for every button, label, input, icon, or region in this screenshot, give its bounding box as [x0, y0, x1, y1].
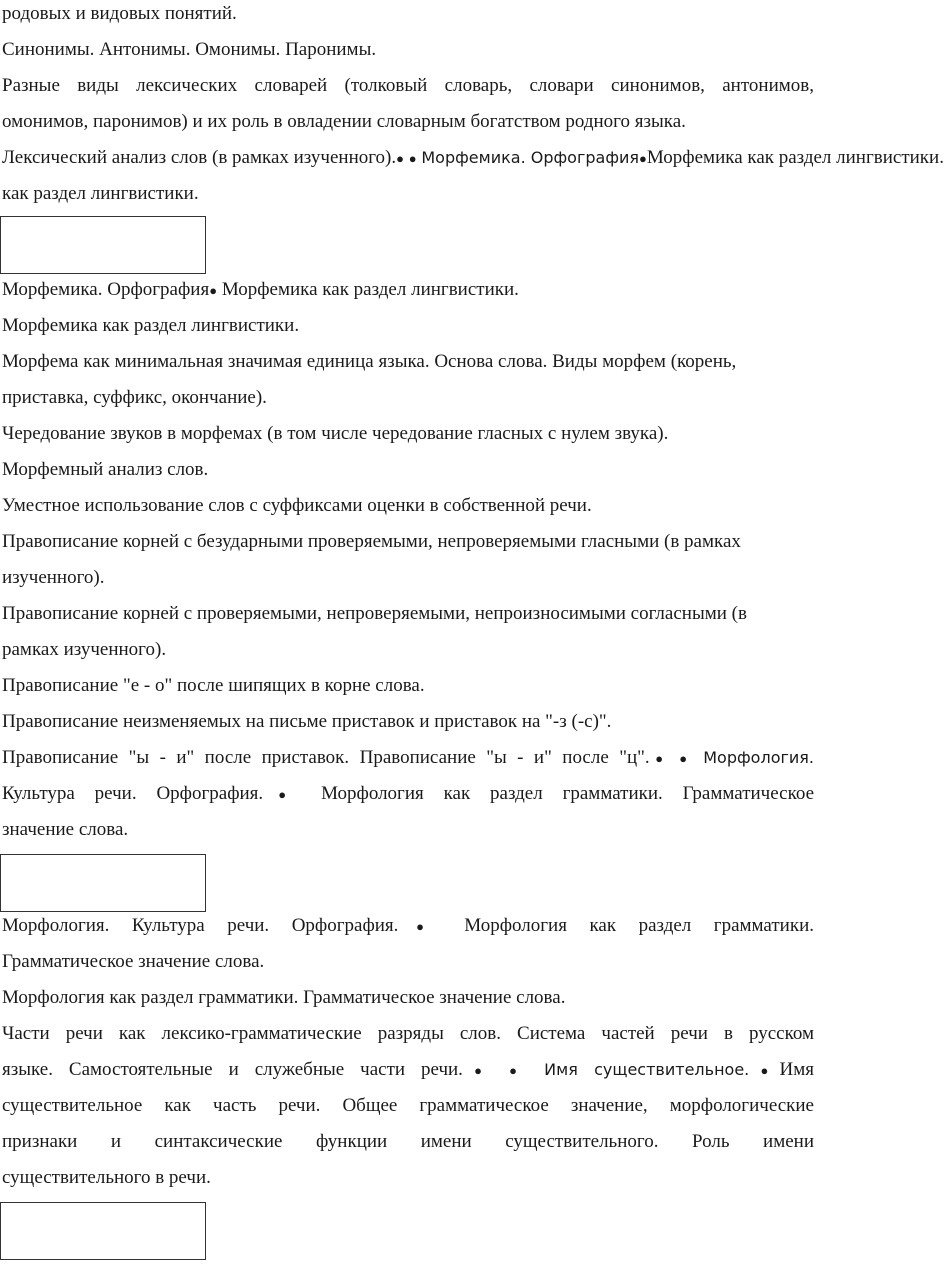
text-line: [2, 110, 814, 134]
text-line: [2, 1166, 814, 1190]
text: омонимов, паронимов) и их роль в овладении словарным богатством родного языка.: [2, 111, 686, 132]
text: Правописание "ы - и" после приставок. Правописание "ы - и" после "ц".: [2, 747, 650, 768]
text-line: [2, 566, 814, 590]
text-line: [2, 1094, 814, 1118]
text: Правописание корней с безударными проверяемыми, непроверяемыми гласными (в рамках: [2, 531, 741, 552]
text: языке. Самостоятельные и служебные части речи.: [2, 1059, 463, 1080]
bullet-icon: ●: [509, 1063, 529, 1078]
text: Морфемика как раздел лингвистики.: [2, 315, 300, 336]
text: приставка, суффикс, окончание).: [2, 387, 267, 408]
text: Морфология как раздел грамматики. Грамматическое: [301, 783, 814, 804]
text: Правописание неизменяемых на письме приставок и приставок на "-з (-с)".: [2, 711, 612, 732]
text-line: [2, 350, 814, 374]
text-line: [2, 458, 814, 482]
text: существительное как часть речи. Общее грамматическое значение, морфологические: [2, 1095, 814, 1116]
text-line: [2, 386, 814, 410]
text: изученного).: [2, 567, 105, 588]
text: Морфемный анализ слов.: [2, 459, 209, 480]
bullet-icon: ●: [263, 787, 302, 802]
blank-image-box: [0, 854, 206, 912]
text: Морфология. Культура речи. Орфография.: [2, 915, 399, 936]
text: Культура речи. Орфография.: [2, 783, 264, 804]
text: Части речи как лексико-грамматические разряды слов. Система частей речи в русском: [2, 1023, 814, 1044]
text: Морфология как раздел грамматики.: [441, 915, 814, 936]
text-line: [2, 422, 814, 446]
text-line: [2, 74, 814, 98]
text-line: [2, 950, 814, 974]
bullet-icon: ●: [396, 151, 404, 166]
text-line: [2, 314, 814, 338]
text: Грамматическое значение слова.: [2, 951, 265, 972]
text-line: [2, 1058, 814, 1083]
text: Имя существительное.: [544, 1060, 750, 1079]
text-line: [2, 638, 814, 662]
blank-image-box: [0, 216, 206, 274]
text: Морфология.: [703, 748, 814, 767]
text: Разные виды лексических словарей (толковый словарь, словари синонимов, антонимов,: [2, 75, 814, 96]
bullet-icon: ●: [398, 919, 442, 934]
text: Правописание "е - о" после шипящих в корне слова.: [2, 675, 425, 696]
text-line: [2, 494, 814, 518]
bullet-icon: ●: [209, 283, 218, 298]
text: значение слова.: [2, 819, 129, 840]
text-line: [2, 278, 814, 303]
bullet-icon: ●: [408, 151, 417, 166]
text-line: [2, 1130, 814, 1154]
bullet-icon: ●: [749, 1063, 780, 1078]
text-line: [2, 38, 814, 62]
text-line: [2, 710, 814, 734]
blank-image-box: [0, 1202, 206, 1260]
text-line: [2, 1022, 814, 1046]
text: Правописание корней с проверяемыми, непроверяемыми, непроизносимыми согласными (в: [2, 603, 747, 624]
text: Морфема как минимальная значимая единица языка. Основа слова. Виды морфем (корень,: [2, 351, 737, 372]
text-line: [2, 746, 814, 771]
text: Лексический анализ слов (в рамках изученного).: [2, 147, 397, 168]
text-line: [2, 914, 814, 939]
text: Морфемика как раздел лингвистики.: [217, 279, 519, 300]
text-line: [2, 2, 814, 26]
text: Морфемика. Орфография: [421, 148, 640, 167]
text: существительного в речи.: [2, 1167, 211, 1188]
text-line: [2, 530, 814, 554]
text-line: [2, 602, 814, 626]
bullet-icon: ●: [679, 751, 693, 766]
bullet-icon: ●: [462, 1063, 494, 1078]
text: рамках изученного).: [2, 639, 167, 660]
text-line: [2, 818, 814, 842]
text: Морфология как раздел грамматики. Грамматическое значение слова.: [2, 987, 566, 1008]
text: Морфемика. Орфография: [2, 279, 210, 300]
text-line: [2, 674, 814, 698]
bullet-icon: ●: [639, 151, 647, 166]
text: Имя: [779, 1059, 814, 1080]
text: Чередование звуков в морфемах (в том числе чередование гласных с нулем звука).: [2, 423, 669, 444]
text-line: [2, 782, 814, 807]
text: Морфемика как раздел лингвистики.: [646, 147, 944, 168]
text-line: [2, 986, 814, 1010]
text: родовых и видовых понятий.: [2, 3, 237, 24]
text: Уместное использование слов с суффиксами оценки в собственной речи.: [2, 495, 592, 516]
text-line: [2, 182, 814, 206]
text: признаки и синтаксические функции имени существительного. Роль имени: [2, 1131, 814, 1152]
text: Синонимы. Антонимы. Омонимы. Паронимы.: [2, 39, 377, 60]
text: как раздел лингвистики.: [2, 183, 199, 204]
bullet-icon: ●: [649, 751, 669, 766]
text-line: [2, 146, 944, 171]
